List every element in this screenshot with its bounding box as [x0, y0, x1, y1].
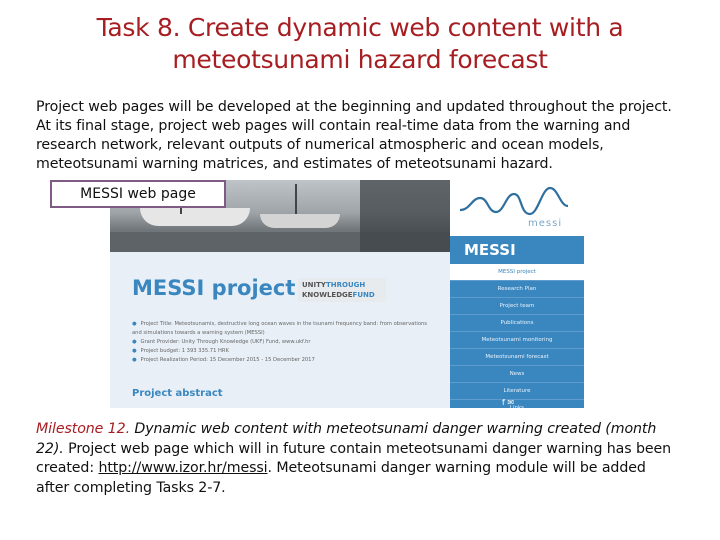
- wave-logo-icon: [458, 184, 576, 220]
- messi-link[interactable]: http://www.izor.hr/messi: [98, 460, 268, 476]
- menu-item-literature[interactable]: Literature: [450, 383, 584, 400]
- milestone-text-end: . Meteotsunami danger warning module will be added after completing Tasks 2-7.: [36, 460, 646, 496]
- web-page-screenshot: [110, 180, 584, 408]
- menu-item-forecast[interactable]: Meteotsunami forecast: [450, 349, 584, 366]
- detail-item: ● Project Title: Meteotsunamis, destructive long ocean waves in the tsunami frequency band: from observations and simulations towards a warning system (MESSI): [132, 320, 432, 338]
- menu-item-links[interactable]: Links: [450, 400, 584, 408]
- project-abstract-heading: Project abstract: [132, 388, 223, 399]
- milestone-text: Project web page which will in future contain meteotsunami danger warning has been created:: [36, 440, 672, 476]
- fund-logo: UNITYTHROUGH KNOWLEDGEFUND: [298, 278, 386, 302]
- menu-item-research-plan[interactable]: Research Plan: [450, 281, 584, 298]
- site-brand: MESSI: [450, 236, 584, 264]
- detail-item: ● Project Realization Period: 15 December 2015 - 15 December 2017: [132, 356, 432, 365]
- slide-title: Task 8. Create dynamic web content with a meteotsunami hazard forecast: [96, 13, 624, 74]
- project-details: [132, 320, 432, 365]
- milestone-label: Milestone 12.: [36, 421, 130, 437]
- detail-item: ● Grant Provider: Unity Through Knowledge (UKF) Fund, www.ukf.hr: [132, 338, 432, 347]
- screenshot-label: MESSI web page: [50, 180, 226, 208]
- milestone-italic-text: Dynamic web content with meteotsunami danger warning created (month 22).: [36, 421, 657, 457]
- social-icons[interactable]: f ✉: [502, 398, 515, 407]
- messi-logo: [450, 180, 584, 236]
- detail-item: ● Project budget: 1 393 335.71 HRK: [132, 347, 432, 356]
- menu-item-project-team[interactable]: Project team: [450, 298, 584, 315]
- menu-item-monitoring[interactable]: Meteotsunami monitoring: [450, 332, 584, 349]
- intro-paragraph: Project web pages will be developed at the beginning and updated throughout the project. At its final stage, project web pages will contain real-time data from the warning and research network, relevant outputs of numerical atmospheric and ocean models, meteotsunami warning matrices, and estimates of meteotsunami hazard.: [36, 99, 672, 172]
- menu-item-messi-project[interactable]: MESSI project: [450, 264, 584, 281]
- logo-text: messi: [528, 218, 563, 229]
- menu-item-news[interactable]: News: [450, 366, 584, 383]
- site-menu: [450, 264, 584, 408]
- menu-item-publications[interactable]: Publications: [450, 315, 584, 332]
- milestone-paragraph: [36, 420, 676, 498]
- project-heading: MESSI project: [132, 276, 296, 300]
